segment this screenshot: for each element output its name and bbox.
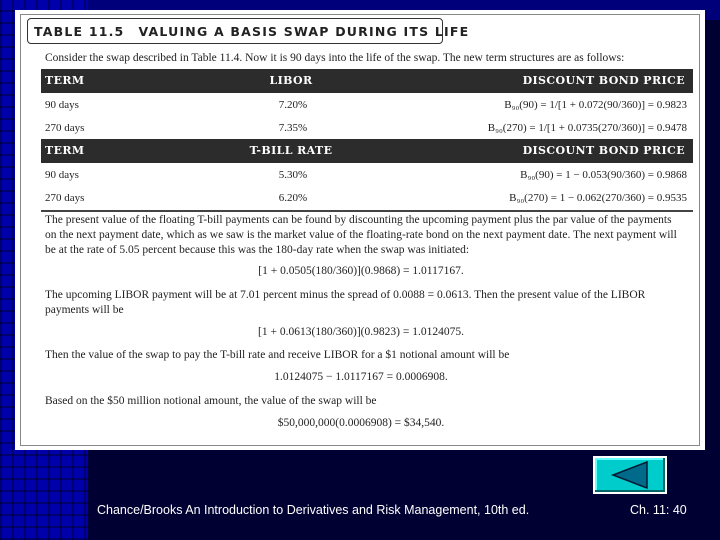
equation-tbill-pv: [1 + 0.0505(180/360)](0.9868) = 1.0117167. bbox=[258, 265, 464, 277]
paragraph-tbill-payments: The present value of the floating T-bill payments can be found by discounting the upcoming payment plus the par value of the payments on the next payment date, which as we saw is the market value of the floating-rate bond on the next payment date. The next payment will be at the rate of 5.05 percent because this was the 180-day rate when the swap was initiated: bbox=[45, 214, 677, 256]
equation-notional-value: $50,000,000(0.0006908) = $34,540. bbox=[277, 417, 445, 429]
term-cell: 90 days bbox=[45, 99, 79, 111]
header-discount-bond-price: DISCOUNT BOND PRICE bbox=[522, 144, 685, 157]
price-cell: B₉₀(270) = 1 − 0.062(270/360) = 0.9535 bbox=[509, 192, 687, 204]
rate-cell: 5.30% bbox=[278, 169, 308, 181]
term-cell: 270 days bbox=[45, 122, 85, 134]
rate-cell: 7.35% bbox=[278, 122, 308, 134]
table-title-box bbox=[27, 18, 470, 44]
table-row bbox=[41, 94, 693, 117]
header-discount-bond-price: DISCOUNT BOND PRICE bbox=[522, 74, 685, 87]
table-intro: Consider the swap described in Table 11.4. Now it is 90 days into the life of the swap. The new term structures are as follows: bbox=[45, 52, 625, 64]
term-cell: 270 days bbox=[45, 192, 85, 204]
price-cell: B₉₀(90) = 1 − 0.053(90/360) = 0.9868 bbox=[520, 169, 687, 181]
table-row bbox=[41, 187, 693, 210]
equation-swap-value: 1.0124075 − 1.0117167 = 0.0006908. bbox=[274, 371, 448, 383]
table-number: TABLE 11.5 bbox=[34, 23, 125, 39]
table-row bbox=[41, 117, 693, 140]
footer-source: Chance/Brooks An Introduction to Derivatives and Risk Management, 10th ed. bbox=[97, 503, 530, 517]
price-cell: B₉₀(90) = 1/[1 + 0.072(90/360)] = 0.9823 bbox=[504, 99, 687, 111]
paragraph-swap-value: Then the value of the swap to pay the T-bill rate and receive LIBOR for a $1 notional amount will be bbox=[45, 349, 510, 361]
equation-libor-pv: [1 + 0.0613(180/360)](0.9823) = 1.0124075. bbox=[258, 326, 464, 338]
rate-cell: 7.20% bbox=[278, 99, 308, 111]
price-cell: B₉₀(270) = 1/[1 + 0.0735(270/360)] = 0.9478 bbox=[487, 122, 687, 134]
paragraph-libor-payments: The upcoming LIBOR payment will be at 7.01 percent minus the spread of 0.0088 = 0.0613. Then the present value of the LIBOR payments will be bbox=[45, 289, 646, 316]
header-libor: LIBOR bbox=[269, 74, 313, 87]
table-document bbox=[20, 14, 700, 446]
table-title: VALUING A BASIS SWAP DURING ITS LIFE bbox=[138, 23, 470, 39]
header-term: TERM bbox=[45, 74, 85, 87]
footer-page-number: Ch. 11: 40 bbox=[630, 503, 687, 517]
header-term: TERM bbox=[45, 144, 85, 157]
term-cell: 90 days bbox=[45, 169, 79, 181]
paragraph-notional: Based on the $50 million notional amount, the value of the swap will be bbox=[45, 395, 377, 407]
triangle-left-icon bbox=[595, 458, 665, 492]
back-button[interactable] bbox=[593, 456, 667, 494]
libor-header-row bbox=[41, 69, 693, 93]
rate-cell: 6.20% bbox=[278, 192, 308, 204]
header-tbill-rate: T-BILL RATE bbox=[249, 144, 333, 157]
table-row bbox=[41, 164, 693, 187]
section-divider bbox=[41, 210, 693, 212]
tbill-header-row bbox=[41, 139, 693, 163]
